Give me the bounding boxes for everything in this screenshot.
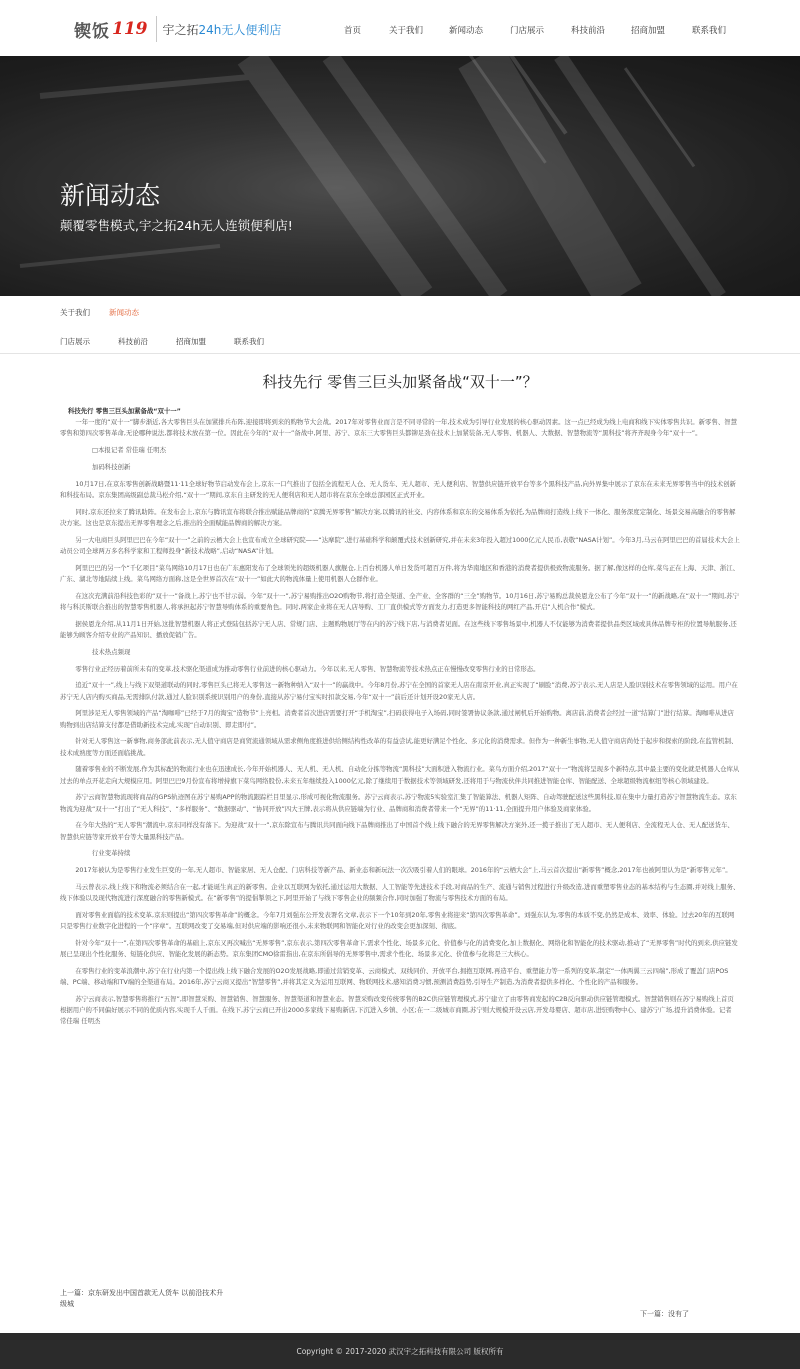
- article-lead: 科技先行 零售三巨头加紧备战“双十一”: [68, 407, 181, 415]
- article-title: 科技先行 零售三巨头加紧备战“双十一”？: [262, 373, 538, 391]
- article-paragraph: 马云曾表示,线上线下和物流必须结合在一起,才能诞生真正的新零售。企业以互联网为依托,通过运用大数据、人工智能等先进技术手段,对商品的生产、流通与销售过程进行升级改造,进而重塑零售业态的基本结构与生态圈,并对线上服务、线下体验以及现代物流进行深度融合的零售新模式。在“新零售”的提倡掣领之下,阿里开始了与线下零售企业的频频合作,同时加强了物流与零售技术方面的布局。: [60, 882, 740, 903]
- article-body: [60, 406, 740, 1033]
- article-paragraph: 追近“双十一”,线上与线下双渠道联动的同时,零售巨头已将无人零售这一新物种纳入“双十一”的赢战中。今年8月份,苏宁在全国的首家无人店在南京开业,真正实现了“刷脸”消费,苏宁表示,无人店是人脸识别技术在零售领域的运用。用户在苏宁无人店内购买商品,无需排队付款,通过人脸识别系统识别用户的身份,直接从苏宁易付宝实时扣款交易,今年“双十一”前后还计划开设20家无人店。: [60, 681, 738, 701]
- site-header: [0, 0, 800, 56]
- sub-nav: [0, 296, 800, 354]
- article-paragraph: 针对无人零售这一新事物,商务部此前表示,无人值守商店是商贸流通领域从需求侧角度推进供给侧结构性改革的有益尝试,能更好满足个性化、多元化的消费需求。但作为一种新生事物,无人值守商店尚处于起步和探索的阶段,在监管机制、技术成熟度等方面还面临挑战。: [60, 737, 738, 757]
- article-paragraph: 针对今年“双十一”,在第四次零售革命的基础上,京东又再次喊出“无界零售”,京东表示,第四次零售革命下,需求个性化、场景多元化、价值参与化的消费变化,加上数据化、网络化和智能化的技术驱动,推动了“无界零售”时代的到来,供应链发展已呈现出个性化服务、短链化供应、智能化发展的新态势。京东集团CMO徐雷指出,在京东所倡导的无界零售中,需求个性化、场景多元化、价值参与化将是三大核心。: [60, 938, 738, 959]
- article-paragraph: 另一大电商巨头阿里巴巴在今年“双十一”之前的云栖大会上也宣布成立全球研究院——“达摩院”,进行基础科学和颠覆式技术创新研究,并在未来3年投入超过1000亿元人民币,表敬“NASA计划”。今年3月,马云在阿里巴巴的首届技术大会上动员公司全球两万多名科学家和工程师投身“新技术战略”,启动“NASA”计划。: [60, 535, 740, 555]
- banner-subtitle: 颠覆零售模式,宇之拓24h无人连锁便利店!: [60, 218, 293, 233]
- article-paragraph: 一年一度的“双十一”脚步渐近,各大零售巨头在加紧排兵布阵,迎接即将到来的购物节大会战。2017年对零售业而言是不同寻常的一年,技术成为引导行业发展的核心驱动因素。这一点已经成为线上电商和线下实体零售共识。新零售、智慧零售和第四次零售革命,无论哪种说法,都将技术放在第一位。因此在今年的“双十一”备战中,阿里、苏宁、京东三大零售巨头都铆足劲在技术上加紧装备,无人零售、机器人、大数据、智慧物流等“黑科技”将齐齐现身今年“双十一”。: [60, 418, 738, 438]
- logo-number: 119: [112, 19, 148, 39]
- main-nav: [0, 24, 800, 38]
- subnav-item-news[interactable]: 新闻动态: [109, 308, 139, 317]
- page-banner: [0, 56, 800, 296]
- article-paragraph: 同时,京东还拉来了腾讯助阵。在发布会上,京东与腾讯宣布将联合推出赋能品牌商的“京腾无界零售”解决方案,以腾讯的社交、内容体系和京东的交易体系为依托,为品牌商打造线上线下一体化、服务深度定制化、场景交易高融合的零售解决方案。这也是京东提出无界零售理念之后,推出的全面赋能品牌商的解决方案。: [60, 507, 736, 527]
- article-paragraph: 2017年被认为是零售行业发生巨变的一年,无人超市、智能家居、无人仓配、门店科技等新产品、新业态和新玩法一次次吸引着人们的眼球。2016年的“云栖大会”上,马云首次提出“新零售”概念,2017年也被阿里认为是“新零售元年”。: [75, 866, 732, 875]
- nav-item-home[interactable]: 首页: [344, 26, 362, 36]
- nav-item-contact[interactable]: 联系我们: [692, 26, 727, 36]
- subnav-item-about[interactable]: 关于我们: [60, 308, 90, 317]
- subnav-item-contact[interactable]: 联系我们: [234, 337, 264, 346]
- logo-text: 宇之拓24h无人便利店: [162, 22, 282, 37]
- article-subheading: 加码科技创新: [92, 463, 131, 471]
- article-paragraph: 零售行业正经历着前所未有的变革,技术驱化渠道成为推动零售行业前进的核心驱动力。今年以来,无人零售、智慧物流等技术热点正在慢慢改变零售行业的日常形态。: [75, 664, 540, 673]
- article-paragraph: 苏宁云商智慧物流现将商品的GPS轨迹图在苏宁易购APP的物流跟踪栏目里显示,形成可视化物流服务。苏宁云商表示,苏宁物流5实验室汇集了智能算法、机器人矩阵、自动驾驶配送这些黑科技,原在集中力量打造苏宁智慧物流生态。京东物流为迎战“双十一”打出了“无人科技”、“多样服务”、“数据驱动”、“协同开放”四大王牌,表示将从供应链端为行业、品牌商和消费者带来一个“无界”的11·11,全面提升用户体验及商家体验。: [60, 793, 737, 813]
- subnav-item-tech[interactable]: 科技前沿: [118, 337, 148, 346]
- article-paragraph: 阿里巴巴的另一个“千亿项目”菜鸟网络10月17日也在广东惠阳发布了全球领先的超级机器人旗舰仓,上百台机器人单日发货可超百万件,将为华南地区和香港的消费者提供极致物流服务。据了解,像这样的仓库,菜鸟正在上海、天津、浙江、广东、湖北等地陆续上线。菜鸟网络方面称,这是全世界首次在“双十一”如此大的物流体量上使用机器人仓群作业。: [60, 563, 740, 583]
- article-paragraph: 在这次充满前沿科技色彩的“双十一”备战上,苏宁也不甘示弱。今年“双十一”,苏宁易购推出O2O购物节,将打造全渠道、全产业、全客群的“三全”购物节。10月16日,苏宁易购总裁侯恩龙公布了今年“双十一”的新战略,在“双十一”期间,苏宁将与科沃斯联合推出的智慧零售机器人,将承担起苏宁智慧导购体系的重要角色。同时,两家企业将在无人店导购、工厂直供模式等方面发力,打造更多智能科技的网红产品,开启“人机合作”模式。: [60, 591, 739, 611]
- next-article-link[interactable]: 下一篇：没有了: [640, 1310, 689, 1318]
- nav-item-stores[interactable]: 门店展示: [510, 26, 545, 36]
- banner-title: 新闻动态: [60, 181, 161, 210]
- logo-mark: 锲饭: [74, 21, 110, 42]
- article-paragraph: 在今年大热的“无人零售”潮流中,京东同样没有落下。为迎战“双十一”,京东除宣布与腾讯共同面向线下品牌商推出了中国首个线上线下融合的无界零售解决方案外,还一揽子推出了无人超市、无人便利店、全流程无人仓、无人配送货车、智慧供应链等家开放平台等大量黑科技产品。: [60, 821, 734, 841]
- site-footer: [0, 1333, 800, 1369]
- article: [60, 368, 740, 1026]
- article-paragraph: 苏宁云商表示,智慧零售将推行“五智”,即智慧采购、智慧销售、智慧服务、智慧渠道和智慧业态。智慧采购改变传统零售的B2C供应链管理模式,苏宁建立了由零售商发起的C2B反向驱动供应链管理模式。智慧销售则在苏宁易购线上首页根据用户的不同偏好展示不同的优质内容,实现千人千面。在线下,苏宁云商已开出2000多家线下易购新店,下沉进入乡镇、小区;在一二级城市商圈,苏宁则大规模开设云店,开发母婴店、超市店,进驻购物中心、建苏宁广场,提升消费体验。记者 常佳瑞 任明杰: [60, 994, 734, 1026]
- article-paragraph: 随着零售业的不断发展,作为其标配的物流行业也在迅速成长,今年开始机器人、无人机、无人机、自动化分拣等物流“黑科技”大面积进入物流行业。菜鸟方面介绍,2017“双十一”物流将呈现多个新特点,其中最主要的变化就是机器人仓库从过去的单点开花走向大规模应用。阿里巴巴9月份宣布将增持旗下菜鸟网络股份,未来五年继续投入1000亿元,除了继续用于数据技术等领域研发,还将用于与物流伙伴共同推进智能仓库、智能配送、全球超级物流枢纽等核心领域建设。: [60, 765, 740, 785]
- nav-item-about[interactable]: 关于我们: [389, 26, 424, 36]
- article-subheading: 技术热点频现: [92, 647, 131, 656]
- subnav-item-franchise[interactable]: 招商加盟: [176, 337, 206, 346]
- article-paragraph: 面对零售业面临的技术变革,京东则提出“第四次零售革命”的概念。今年7月刘强东公开发表署名文章,表示下一个10年到20年,零售业将迎来“第四次零售革命”。刘强东认为,零售的本质不变,仍然是成本、效率、体验。过去20年的互联网只是零售行业数字化进程的一个“序章”。互联网改变了交易端,但对供应端的影响还很小,未来物联网和智能化对行业的改变会更加深刻、彻底。: [60, 910, 735, 931]
- article-paragraph: 在零售行业的变革浪潮中,苏宁在行业内第一个提出线上线下融合发展的O2O发展战略,即通过营销变革、云商模式、双线同价、开放平台,拥抱互联网,再造平台、重塑能力等一系列的变革,制定“一体两翼三云四端”,形成了覆盖门店POS端、PC端、移动端和TV端的全渠道布局。2016年,苏宁云商又提出“智慧零售”,并将其定义为运用互联网、物联网技术,感知消费习惯,预测消费趋势,引导生产制造,为消费者提供多样化、个性化的产品和服务。: [60, 966, 729, 987]
- article-paragraph: 10月17日,在京东零售创新战略暨11·11全球好物节启动发布会上,京东一口气推出了包括全流程无人仓、无人货车、无人超市、无人便利店、智慧供应链开放平台等多个黑科技产品,向外界集中展示了京东在未来无界零售当中的技术创新和科技布局。京东集团高级副总裁马松介绍,“双十一”期间,京东自主研发的无人便利店和无人超市将在京东全球总部园区正式开业。: [60, 479, 736, 499]
- subnav-item-stores[interactable]: 门店展示: [60, 337, 90, 346]
- nav-item-franchise[interactable]: 招商加盟: [631, 26, 666, 36]
- article-byline: □本报记者 常佳瑞 任明杰: [92, 446, 167, 455]
- footer-copyright: Copyright © 2017-2020 武汉宇之拓科技有限公司 版权所有: [296, 1347, 504, 1356]
- article-subheading: 行业变革持续: [92, 849, 131, 858]
- article-paragraph: 据侯恩龙介绍,从11月1日开始,这批智慧机器人将正式登陆包括苏宁无人店、常规门店、主题购物展厅等在内的苏宁线下店,与消费者见面。在这些线下零售场景中,机器人不仅能够为消费者提供品类区域或具体品牌专柜的位置导航服务,还能够为顾客介绍专业的产品知识、播放促销广告。: [60, 619, 737, 639]
- prev-article-link[interactable]: 上一篇：京东研发出中国首款无人货车 以前沿技术升级城: [60, 1289, 224, 1308]
- nav-item-tech[interactable]: 科技前沿: [571, 26, 606, 36]
- article-paragraph: 阿里涉足无人零售领域的产品“淘咖啡”已经于7月的淘宝“造物节”上亮相。消费者首次进店需要打开“手机淘宝”,扫码获得电子入场码,同时签署协议条款,通过闸机后开始购物。离店前,消费者会经过一道“结算门”进行结算。淘咖啡从进店购物到出店结算支付都是借助新技术完成,实现“自动识别、即走即付”。: [60, 709, 734, 729]
- nav-item-news[interactable]: 新闻动态: [449, 26, 484, 36]
